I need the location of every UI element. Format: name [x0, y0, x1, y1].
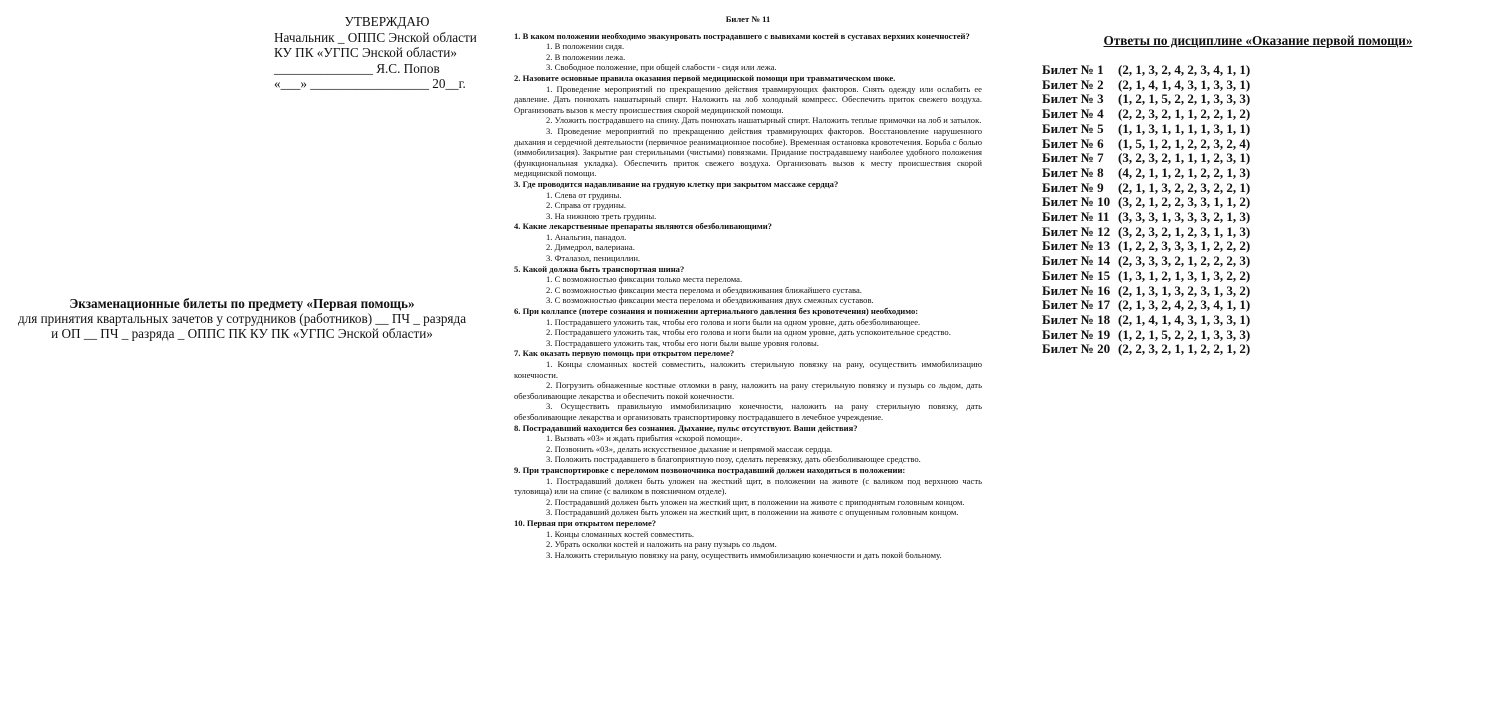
question-block [514, 348, 982, 422]
ticket-label: Билет № 17 [1042, 297, 1111, 313]
answer-option: 1. В положении сидя. [546, 41, 625, 52]
answer-key: (1, 1, 3, 1, 1, 1, 1, 3, 1, 1) [1118, 120, 1251, 136]
answer-option: 2. Уложить пострадавшего на спину. Дать понюхать нашатырный спирт. Наложить теплые примочки на лоб и затылок. [546, 115, 982, 126]
answer-option: 2. Погрузить обнаженные костные отломки в рану, наложить на рану стерильную повязку и пузырь со льдом, дать обезболивающие лекарства и обеспечить покой конечности. [514, 380, 982, 401]
question-block [514, 73, 982, 179]
answer-row [1042, 254, 1250, 269]
answer-option: 3. Наложить стерильную повязку на рану, осуществить иммобилизацию конечности и дать покой больному. [546, 549, 942, 560]
answer-row [1042, 137, 1250, 152]
question-block [514, 179, 982, 221]
question-text: 7. Как оказать первую помощь при открытом переломе? [514, 348, 735, 359]
answer-option: 3. На нижнюю треть грудины. [546, 210, 657, 221]
answer-option: 3. Пострадавшего уложить так, чтобы его ноги были выше уровня головы. [546, 337, 819, 348]
question-block [514, 221, 982, 263]
answer-key: (1, 3, 1, 2, 1, 3, 1, 3, 2, 2) [1118, 267, 1251, 283]
answer-row [1042, 151, 1250, 166]
ticket-title: Билет № 11 [725, 14, 771, 24]
question-block [514, 306, 982, 348]
answer-option: 3. Осуществить правильную иммобилизацию конечности, наложить на рану стерильную повязку, дать обезболивающие лекарства и организовать транспортировку пострадавшего в лечебное учреждение. [514, 401, 982, 422]
answer-option: 2. Димедрол, валериана. [546, 242, 635, 253]
answer-option: 3. Проведение мероприятий по прекращению действия травмирующих факторов. Восстановление нарушенного дыхания и сердечной деятельности (первичное реанимационное пособие). Временная остановка кровотечения. Борьба с болью (иммобилизация). Закрытие ран стерильными (чистыми) повязками. Придание пострадавшему наиболее удобного положения (функциональная укладка). Обеспечить приток свежего воздуха. Организовать вызов к месту происшествия скорой медицинской помощи. [514, 125, 982, 179]
answers-page [1016, 0, 1500, 714]
answer-option: 3. Фталазол, пенициллин. [546, 253, 641, 264]
answer-option: 1. Концы сломанных костей совместить, наложить стерильную повязку на рану, осуществить иммобилизацию конечности. [514, 359, 982, 380]
answer-key: (2, 2, 3, 2, 1, 1, 2, 2, 1, 2) [1118, 341, 1251, 357]
exam-subtitle-line2: и ОП __ ПЧ _ разряда _ ОППС ПК КУ ПК «УГПС Энской области» [51, 326, 433, 341]
question-text: 1. В каком положении необходимо эвакуировать пострадавшего с вывихами костей в суставах верхних конечностей? [514, 30, 970, 41]
question-text: 2. Назовите основные правила оказания первой медицинской помощи при травматическом шоке. [514, 72, 896, 83]
ticket-label: Билет № 7 [1042, 150, 1104, 166]
answer-key: (2, 1, 3, 2, 4, 2, 3, 4, 1, 1) [1118, 297, 1251, 313]
answer-key: (2, 3, 3, 3, 2, 1, 2, 2, 2, 3) [1118, 253, 1251, 269]
ticket-label: Билет № 10 [1042, 194, 1111, 210]
answer-key: (3, 3, 3, 1, 3, 3, 3, 2, 1, 3) [1118, 209, 1251, 225]
question-text: 4. Какие лекарственные препараты являются обезболивающими? [514, 221, 772, 232]
question-block [514, 465, 982, 518]
ticket-label: Билет № 13 [1042, 238, 1111, 254]
answer-row [1042, 107, 1250, 122]
answer-option: 1. Пострадавший должен быть уложен на жесткий щит, в положении на животе (с валиком под верхнюю часть туловища) или на спине (с валиком в поясничном отделе). [514, 475, 982, 497]
question-text: 9. При транспортировке с переломом позвоночника пострадавший должен находиться в положении: [514, 464, 906, 475]
answer-key: (2, 1, 4, 1, 4, 3, 1, 3, 3, 1) [1118, 76, 1251, 92]
question-text: 6. При коллапсе (потере сознания и понижении артериального давления без кровотечения) необходимо: [514, 306, 919, 317]
approval-line-position: Начальник _ ОППС Энской области [274, 29, 477, 45]
answer-key: (1, 2, 1, 5, 2, 2, 1, 3, 3, 3) [1118, 91, 1251, 107]
answer-row [1042, 195, 1250, 210]
ticket-label: Билет № 18 [1042, 311, 1111, 327]
exam-heading [0, 296, 484, 341]
answer-row [1042, 166, 1250, 181]
ticket-label: Билет № 6 [1042, 135, 1104, 151]
answer-row [1042, 122, 1250, 137]
title-page [0, 0, 500, 714]
question-text: 3. Где проводится надавливание на грудную клетку при закрытом массаже сердца? [514, 178, 839, 189]
answer-option: 2. Пострадавшего уложить так, чтобы его голова и ноги были на одном уровне, дать успокоительное средство. [546, 327, 951, 338]
approval-line-signature: _______________ Я.С. Попов [274, 60, 440, 76]
answer-option: 2. Справа от грудины. [546, 200, 626, 211]
answer-row [1042, 284, 1250, 299]
answer-row [1042, 225, 1250, 240]
answer-option: 2. Позвонить «03», делать искусственное дыхание и непрямой массаж сердца. [546, 443, 833, 454]
exam-subtitle-line1: для принятия квартальных зачетов у сотрудников (работников) __ ПЧ _ разряда [17, 311, 467, 326]
ticket-label: Билет № 2 [1042, 76, 1104, 92]
answer-row [1042, 298, 1250, 313]
ticket-label: Билет № 1 [1042, 62, 1104, 77]
ticket-label: Билет № 11 [1042, 209, 1110, 225]
answers-title: Ответы по дисциплине «Оказание первой помощи» [1103, 33, 1413, 48]
answer-key: (1, 5, 1, 2, 1, 2, 2, 3, 2, 4) [1118, 135, 1251, 151]
answer-option: 1. Проведение мероприятий по прекращению действия травмирующих факторов. Снять одежду или ослабить ее давление. Дать понюхать нашатырный спирт. Наложить на лоб холодный компресс. Обеспечить приток свежего воздуха. Организовать вызов к месту происшествия скорой медицинской помощи. [514, 83, 982, 115]
answer-option: 1. Анальгин, панадол. [546, 231, 627, 242]
answer-key: (2, 1, 3, 2, 4, 2, 3, 4, 1, 1) [1118, 62, 1251, 77]
answer-option: 2. Убрать осколки костей и наложить на рану пузырь со льдом. [546, 539, 777, 550]
ticket-label: Билет № 19 [1042, 326, 1111, 342]
ticket-label: Билет № 14 [1042, 253, 1111, 269]
approval-line-organization: КУ ПК «УГПС Энской области» [274, 45, 457, 61]
answer-key: (2, 1, 1, 3, 2, 2, 3, 2, 2, 1) [1118, 179, 1251, 195]
approval-block [274, 14, 510, 92]
answer-row [1042, 63, 1250, 78]
question-list [514, 31, 982, 561]
answer-option: 3. Пострадавший должен быть уложен на жесткий щит, в положении на животе с опущенным головным концом. [546, 507, 959, 518]
answer-key: (2, 1, 4, 1, 4, 3, 1, 3, 3, 1) [1118, 311, 1251, 327]
answer-option: 1. Пострадавшего уложить так, чтобы его голова и ноги были на одном уровне, дать обезболивающее. [546, 316, 921, 327]
answer-option: 1. С возможностью фиксации только места перелома. [546, 274, 743, 285]
answers-list [1042, 63, 1250, 357]
answer-key: (3, 2, 3, 2, 1, 1, 1, 2, 3, 1) [1118, 150, 1251, 166]
ticket-label: Билет № 16 [1042, 282, 1111, 298]
question-block [514, 423, 982, 465]
question-block [514, 31, 982, 73]
answer-row [1042, 210, 1250, 225]
answer-row [1042, 342, 1250, 357]
answer-option: 3. Свободное положение, при общей слабости - сидя или лежа. [546, 62, 777, 73]
question-block [514, 264, 982, 306]
question-text: 10. Первая при открытом переломе? [514, 517, 657, 528]
answer-row [1042, 269, 1250, 284]
answer-row [1042, 92, 1250, 107]
answer-key: (2, 1, 3, 1, 3, 2, 3, 1, 3, 2) [1118, 282, 1251, 298]
answer-row [1042, 181, 1250, 196]
question-block [514, 518, 982, 560]
exam-title: Экзаменационные билеты по предмету «Первая помощь» [69, 296, 415, 311]
ticket-label: Билет № 15 [1042, 267, 1111, 283]
ticket-page [514, 14, 982, 560]
answer-option: 3. Положить пострадавшего в благоприятную позу, сделать перевязку, дать обезболивающее средство. [546, 454, 921, 465]
answer-key: (3, 2, 3, 2, 1, 2, 3, 1, 1, 3) [1118, 223, 1251, 239]
answer-key: (2, 2, 3, 2, 1, 1, 2, 2, 1, 2) [1118, 106, 1251, 122]
answer-key: (4, 2, 1, 1, 2, 1, 2, 2, 1, 3) [1118, 164, 1251, 180]
question-text: 5. Какой должна быть транспортная шина? [514, 263, 685, 274]
approval-title: УТВЕРЖДАЮ [344, 14, 430, 29]
ticket-label: Билет № 12 [1042, 223, 1111, 239]
answer-option: 3. С возможностью фиксации места перелома и обездвиживания двух смежных суставов. [546, 295, 874, 306]
ticket-label: Билет № 3 [1042, 91, 1104, 107]
answer-row [1042, 328, 1250, 343]
answer-key: (1, 2, 2, 3, 3, 3, 1, 2, 2, 2) [1118, 238, 1251, 254]
answer-option: 2. В положении лежа. [546, 51, 626, 62]
ticket-label: Билет № 8 [1042, 164, 1104, 180]
answer-option: 1. Вызвать «03» и ждать прибытия «скорой помощи». [546, 433, 743, 444]
ticket-label: Билет № 4 [1042, 106, 1104, 122]
answer-key: (3, 2, 1, 2, 2, 3, 3, 1, 1, 2) [1118, 194, 1251, 210]
ticket-label: Билет № 5 [1042, 120, 1104, 136]
approval-line-date: «___» __________________ 20__г. [274, 76, 466, 92]
ticket-label: Билет № 20 [1042, 341, 1111, 357]
answer-option: 1. Концы сломанных костей совместить. [546, 528, 695, 539]
answer-option: 1. Слева от грудины. [546, 189, 622, 200]
question-text: 8. Пострадавший находится без сознания. Дыхание, пульс отсутствуют. Ваши действия? [514, 422, 858, 433]
answer-row [1042, 78, 1250, 93]
answer-option: 2. Пострадавший должен быть уложен на жесткий щит, в положении на животе с приподнятым головным концом. [546, 496, 965, 507]
answer-row [1042, 239, 1250, 254]
answer-key: (1, 2, 1, 5, 2, 2, 1, 3, 3, 3) [1118, 326, 1251, 342]
answer-option: 2. С возможностью фиксации места перелома и обездвиживания ближайшего сустава. [546, 284, 862, 295]
answer-row [1042, 313, 1250, 328]
ticket-label: Билет № 9 [1042, 179, 1104, 195]
